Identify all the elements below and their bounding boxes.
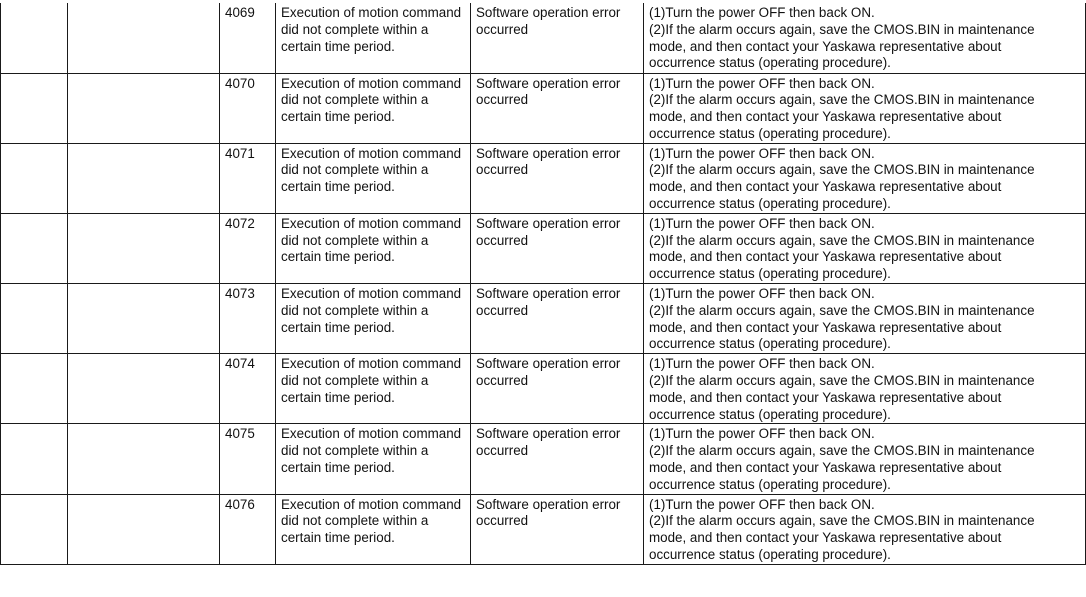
table-row [1,284,1086,354]
alarm-code-cell: 4072 [220,213,276,283]
table-row [1,354,1086,424]
blank-cell [68,3,220,73]
blank-cell [1,213,68,283]
alarm-code-cell: 4069 [220,3,276,73]
alarm-remedy-cell [644,143,1086,213]
table-row [1,3,1086,73]
table-row [1,213,1086,283]
alarm-remedy-cell [644,354,1086,424]
remedy-line: (1)Turn the power OFF then back ON. [649,75,875,91]
remedy-line: occurrence status (operating procedure). [649,266,891,282]
alarm-cause-cell: Software operation error occurred [471,143,644,213]
remedy-line: (1)Turn the power OFF then back ON. [649,215,875,231]
blank-cell [1,494,68,564]
remedy-line: mode, and then contact your Yaskawa representative about [649,38,1002,54]
remedy-line: (2)If the alarm occurs again, save the CMOS.BIN in maintenance [649,92,1035,108]
remedy-line: (1)Turn the power OFF then back ON. [649,496,875,512]
remedy-line: mode, and then contact your Yaskawa representative about [649,179,1002,195]
remedy-line: occurrence status (operating procedure). [649,125,891,141]
table-row [1,73,1086,143]
alarm-description-cell: Execution of motion command did not complete within a certain time period. [276,284,471,354]
remedy-line: mode, and then contact your Yaskawa representative about [649,460,1002,476]
alarm-remedy-cell [644,3,1086,73]
alarm-table-body [1,3,1086,564]
remedy-line: (2)If the alarm occurs again, save the CMOS.BIN in maintenance [649,232,1035,248]
alarm-description-cell: Execution of motion command did not complete within a certain time period. [276,3,471,73]
alarm-description-cell: Execution of motion command did not complete within a certain time period. [276,424,471,494]
alarm-code-cell: 4073 [220,284,276,354]
alarm-remedy-cell [644,494,1086,564]
table-row [1,143,1086,213]
remedy-line: mode, and then contact your Yaskawa representative about [649,109,1002,125]
alarm-cause-cell: Software operation error occurred [471,213,644,283]
blank-cell [68,143,220,213]
remedy-line: (2)If the alarm occurs again, save the CMOS.BIN in maintenance [649,21,1035,37]
remedy-line: (1)Turn the power OFF then back ON. [649,356,875,372]
remedy-line: (1)Turn the power OFF then back ON. [649,286,875,302]
alarm-table [0,3,1086,565]
blank-cell [1,73,68,143]
table-row [1,424,1086,494]
alarm-cause-cell: Software operation error occurred [471,284,644,354]
blank-cell [1,143,68,213]
alarm-remedy-cell [644,213,1086,283]
remedy-line: occurrence status (operating procedure). [649,476,891,492]
remedy-line: mode, and then contact your Yaskawa representative about [649,319,1002,335]
table-row [1,494,1086,564]
remedy-line: mode, and then contact your Yaskawa representative about [649,389,1002,405]
blank-cell [68,424,220,494]
remedy-line: mode, and then contact your Yaskawa representative about [649,530,1002,546]
blank-cell [68,73,220,143]
blank-cell [68,354,220,424]
remedy-line: (1)Turn the power OFF then back ON. [649,5,875,20]
alarm-code-cell: 4070 [220,73,276,143]
remedy-line: occurrence status (operating procedure). [649,547,891,563]
alarm-remedy-cell [644,73,1086,143]
alarm-cause-cell: Software operation error occurred [471,424,644,494]
remedy-line: occurrence status (operating procedure). [649,336,891,352]
remedy-line: (1)Turn the power OFF then back ON. [649,145,875,161]
blank-cell [1,3,68,73]
remedy-line: (2)If the alarm occurs again, save the CMOS.BIN in maintenance [649,373,1035,389]
remedy-line: (2)If the alarm occurs again, save the CMOS.BIN in maintenance [649,443,1035,459]
blank-cell [1,284,68,354]
remedy-line: (2)If the alarm occurs again, save the CMOS.BIN in maintenance [649,162,1035,178]
remedy-line: (1)Turn the power OFF then back ON. [649,426,875,442]
alarm-remedy-cell [644,284,1086,354]
blank-cell [68,213,220,283]
remedy-line: occurrence status (operating procedure). [649,55,891,71]
remedy-line: mode, and then contact your Yaskawa representative about [649,249,1002,265]
remedy-line: occurrence status (operating procedure). [649,196,891,212]
remedy-line: (2)If the alarm occurs again, save the CMOS.BIN in maintenance [649,513,1035,529]
alarm-code-cell: 4074 [220,354,276,424]
blank-cell [1,354,68,424]
blank-cell [68,494,220,564]
alarm-cause-cell: Software operation error occurred [471,73,644,143]
remedy-line: occurrence status (operating procedure). [649,406,891,422]
alarm-cause-cell: Software operation error occurred [471,3,644,73]
blank-cell [68,284,220,354]
remedy-line: (2)If the alarm occurs again, save the CMOS.BIN in maintenance [649,302,1035,318]
alarm-code-cell: 4075 [220,424,276,494]
alarm-code-cell: 4071 [220,143,276,213]
alarm-description-cell: Execution of motion command did not complete within a certain time period. [276,73,471,143]
alarm-description-cell: Execution of motion command did not complete within a certain time period. [276,494,471,564]
alarm-description-cell: Execution of motion command did not complete within a certain time period. [276,143,471,213]
alarm-description-cell: Execution of motion command did not complete within a certain time period. [276,213,471,283]
alarm-description-cell: Execution of motion command did not complete within a certain time period. [276,354,471,424]
alarm-remedy-cell [644,424,1086,494]
alarm-code-cell: 4076 [220,494,276,564]
alarm-cause-cell: Software operation error occurred [471,354,644,424]
alarm-cause-cell: Software operation error occurred [471,494,644,564]
blank-cell [1,424,68,494]
